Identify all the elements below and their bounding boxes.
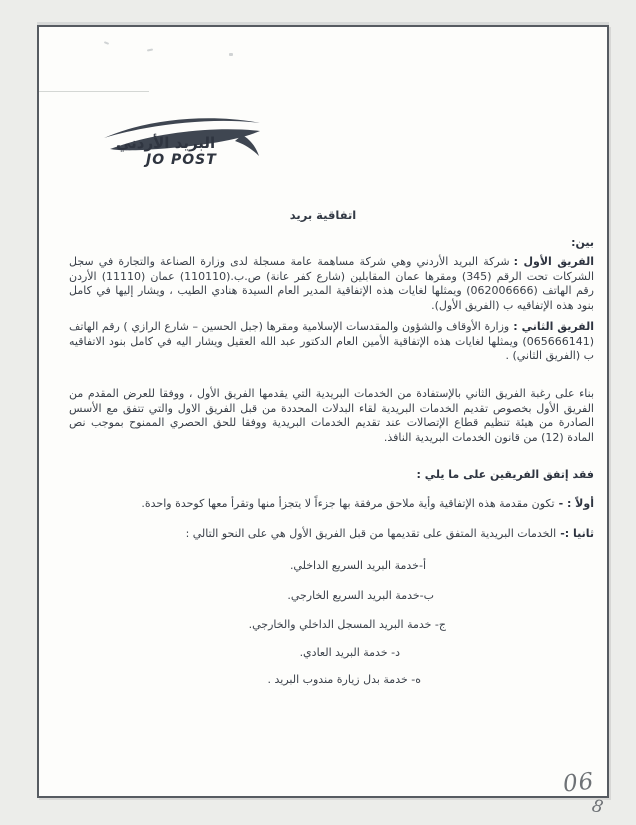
clause-second-text: الخدمات البريدية المتفق على تقديمها من قبل الفريق الأول هي على النحو التالي : bbox=[185, 527, 557, 540]
service-item-c: ج- خدمة البريد المسجل الداخلي والخارجي. bbox=[248, 618, 446, 631]
scan-crease bbox=[39, 91, 149, 92]
party-second-label: الفريق الثاني : bbox=[513, 320, 595, 333]
party-first-text: شركة البريد الأردني وهي شركة مساهمة عامة مسجلة لدى وزارة الصناعة والتجارة في سجل الشركات تحت الرقم (345) ومقرها عمان المقابلين (شارع كفر عانة) ص.ب.(110110) عمان (11110) الأردن رقم الهاتف (062006666) ويمثلها لغايات هذه الإتفاقية المدير العام السيدة هنادي الطيب ، ويشار إليها في كامل بنود هذه الإتفاقيه ب (الفريق الأول). bbox=[69, 255, 594, 312]
party-first-paragraph bbox=[69, 255, 594, 313]
logo-latin-name: JO POST bbox=[146, 152, 217, 168]
service-item-a: أ-خدمة البريد السريع الداخلي. bbox=[289, 559, 426, 572]
handwritten-corner-mark: 8 bbox=[590, 796, 605, 818]
clause-first-text: تكون مقدمة هذه الإتفاقية وأية ملاحق مرفقة بها جزءاً لا يتجزأ منها وتقرأ معها كوحدة واحدة. bbox=[141, 497, 555, 510]
agreement-lead: فقد إتفق الفريقين على ما يلي : bbox=[416, 468, 594, 481]
scan-speck bbox=[147, 48, 153, 51]
scanned-page bbox=[37, 25, 609, 798]
handwritten-page-mark: 06 bbox=[561, 768, 596, 798]
jo-post-logo bbox=[94, 105, 264, 175]
scan-speck bbox=[229, 53, 233, 56]
between-label: بين: bbox=[571, 236, 594, 249]
clause-first-label: أولاً : - bbox=[558, 497, 594, 510]
clause-second-label: ثانيا :- bbox=[560, 527, 594, 540]
service-item-e: ه- خدمة بدل زيارة مندوب البريد . bbox=[267, 673, 421, 686]
scan-speck bbox=[104, 41, 109, 45]
party-second-text: وزارة الأوقاف والشؤون والمقدسات الإسلامية ومقرها (جبل الحسين – شارع الرازي ) رقم الهاتف (065666141) ويمثلها لغايات هذه الإتفاقية الأمين العام الدكتور عبد الله العقيل ويشار اليه في كامل بنود الاتفاقيه ب (الفريق الثاني) . bbox=[69, 320, 594, 362]
service-item-b: ب-خدمة البريد السريع الخارجي. bbox=[287, 589, 434, 602]
party-second-paragraph bbox=[69, 320, 594, 364]
logo-arabic-name: البريد الأردني bbox=[116, 134, 216, 152]
preamble-paragraph: بناء على رغبة الفريق الثاني بالإستفادة من الخدمات البريدية التي يقدمها الفريق الأول ، ووفقا للعرض المقدم من الفريق الأول بخصوص تقديم الخدمات البريدية لقاء البدلات المحددة من قبل الفريق الاول والتي تتفق مع الأسس الصادرة من هيئة تنظيم قطاع الإتصالات عند تقديم الخدمات البريدية ووفقا للحق الحصري الممنوح بموجب نص المادة (12) من قانون الخدمات البريدية النافذ. bbox=[69, 387, 594, 444]
clause-first bbox=[141, 497, 594, 510]
party-first-label: الفريق الأول : bbox=[513, 255, 595, 268]
service-item-d: د- خدمة البريد العادي. bbox=[299, 646, 400, 659]
document-title: اتفاقية بريد bbox=[289, 208, 357, 222]
clause-second bbox=[186, 527, 594, 540]
